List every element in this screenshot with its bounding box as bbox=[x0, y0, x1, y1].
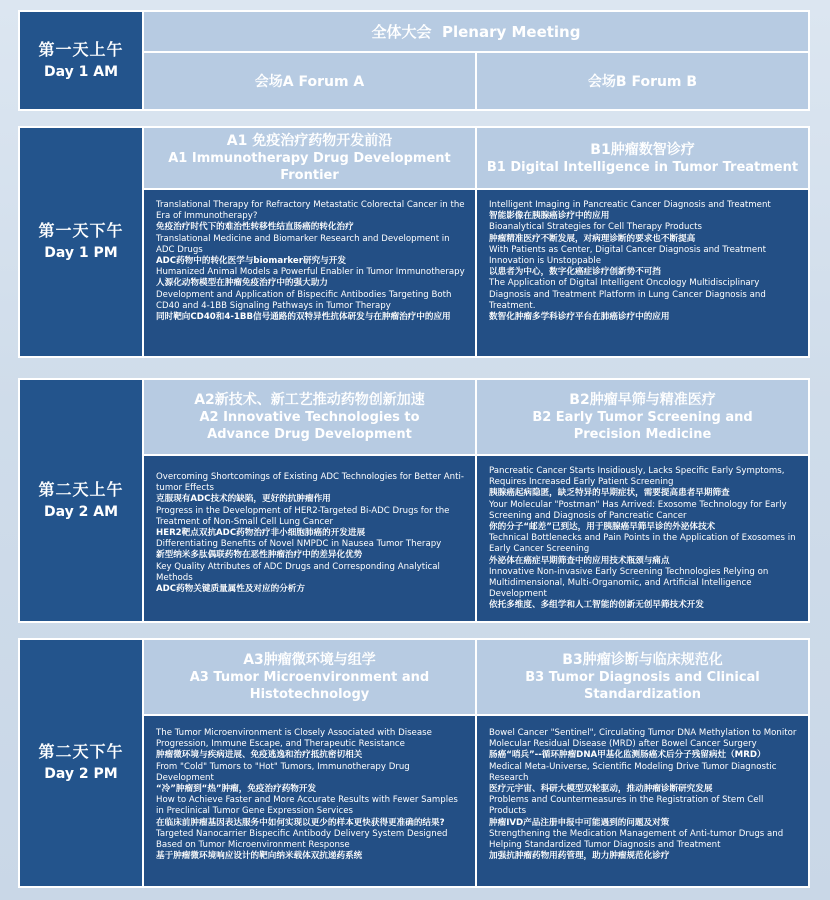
topic-zh: 智能影像在胰腺癌诊疗中的应用 bbox=[489, 211, 610, 222]
topic-zh: 基于肿瘤微环境响应设计的靶向纳米载体双抗递药系统 bbox=[156, 851, 363, 862]
session-title-en: B2 Early Tumor Screening and Precision Medicine bbox=[532, 410, 753, 442]
topic-en: The Tumor Microenvironment is Closely Associated with Disease Progression, Immune Escape, and Therapeutic Resistance bbox=[156, 728, 432, 750]
topic-zh: 人源化动物模型在肿瘤免疫治疗中的强大助力 bbox=[156, 278, 328, 289]
session-a3-header bbox=[144, 640, 475, 716]
topic-en: The Application of Digital Intelligent Oncology Multidisciplinary Diagnosis and Treatment Platform in Lung Cancer Diagnosis and Treatment. bbox=[489, 278, 766, 311]
forum-b-header: 会场B Forum B bbox=[475, 53, 808, 109]
topic-en: How to Achieve Faster and More Accurate Results with Fewer Samples in Preclinical Tumor Gene Expression Services bbox=[156, 795, 458, 817]
topic-en: Innovative Non-invasive Early Screening Technologies Relying on Multidimensional, Multi-Organomic, and Artificial Intelligence Development bbox=[489, 566, 769, 600]
day2-pm-zh: 第二天下午 bbox=[38, 742, 124, 761]
topic-zh: 依托多维度、多组学和人工智能的创新无创早筛技术开发 bbox=[489, 600, 704, 611]
forum-a-header: 会场A Forum A bbox=[144, 53, 475, 109]
plenary-en: Plenary Meeting bbox=[441, 22, 581, 41]
session-title-zh: B2肿瘤早筛与精准医疗 bbox=[569, 392, 716, 408]
session-a3-topics bbox=[144, 716, 475, 886]
day1-pm-en: Day 1 PM bbox=[44, 245, 118, 261]
day1-pm-block bbox=[18, 126, 810, 358]
topic-en: Strengthening the Medication Management of Anti-tumor Drugs and Helping Standardized Tumor Diagnosis and Treatment bbox=[489, 828, 784, 851]
topic-zh: HER2靶点双抗ADC药物治疗非小细胞肺癌的开发进展 bbox=[156, 528, 366, 539]
topic-en: Targeted Nanocarrier Bispecific Antibody Delivery System Designed Based on Tumor Microenvironment Response bbox=[156, 828, 448, 851]
topic-zh: 同时靶向CD40和4-1BB信号通路的双特异性抗体研发与在肿瘤治疗中的应用 bbox=[156, 312, 451, 323]
topic-en: Intelligent Imaging in Pancreatic Cancer Diagnosis and Treatment bbox=[489, 200, 771, 210]
topic-zh: 肠癌“哨兵”--循环肿瘤DNA甲基化监测肠癌术后分子残留病灶（MRD） bbox=[489, 750, 766, 761]
session-a2-header bbox=[144, 380, 475, 456]
topic-zh: 加强抗肿瘤药物用药管理，助力肿瘤规范化诊疗 bbox=[489, 851, 670, 862]
topic-en: Problems and Countermeasures in the Registration of Stem Cell Products bbox=[489, 795, 764, 817]
session-title-zh: A3肿瘤微环境与组学 bbox=[243, 652, 376, 668]
session-title-en: A1 Immunotherapy Drug Development Frontier bbox=[168, 151, 451, 183]
day2-am-block bbox=[18, 378, 810, 623]
topic-zh: 胰腺癌起病隐匿，缺乏特异的早期症状，需要提高患者早期筛查 bbox=[489, 488, 730, 499]
topic-zh: 肿瘤IVD产品注册申报中可能遇到的问题及对策 bbox=[489, 817, 670, 828]
day1-pm-zh: 第一天下午 bbox=[38, 221, 124, 240]
topic-zh: 新型纳米多肽偶联药物在恶性肿瘤治疗中的差异化优势 bbox=[156, 550, 363, 561]
day2-am-label bbox=[20, 380, 144, 621]
session-title-zh: A2新技术、新工艺推动药物创新加速 bbox=[194, 392, 425, 408]
topic-en: Pancreatic Cancer Starts Insidiously, Lacks Specific Early Symptoms, Requires Increased Early Patient Screening bbox=[489, 466, 785, 488]
topic-zh: 数智化肿瘤多学科诊疗平台在肺癌诊疗中的应用 bbox=[489, 312, 670, 323]
day1-am-block bbox=[18, 10, 810, 111]
topic-en: From "Cold" Tumors to "Hot" Tumors, Immunotherapy Drug Development bbox=[156, 761, 410, 783]
session-title-zh: A1 免疫治疗药物开发前沿 bbox=[226, 133, 393, 149]
topic-zh: ADC药物中的转化医学与biomarker研究与开发 bbox=[156, 256, 346, 267]
day1-pm-label bbox=[20, 128, 144, 356]
session-b2-header bbox=[477, 380, 808, 456]
session-b1-topics bbox=[477, 190, 808, 356]
topic-zh: 肿瘤精准医疗不断发展，对病理诊断的要求也不断提高 bbox=[489, 233, 696, 244]
day2-pm-block bbox=[18, 638, 810, 888]
topic-en: Progress in the Development of HER2-Targeted Bi-ADC Drugs for the Treatment of Non-Small Cell Lung Cancer bbox=[156, 505, 450, 527]
topic-en: Key Quality Attributes of ADC Drugs and Corresponding Analytical Methods bbox=[156, 561, 440, 583]
topic-zh: 以患者为中心，数字化癌症诊疗创新势不可挡 bbox=[489, 267, 661, 278]
topic-zh: 你的分子“邮差”已到达，用于胰腺癌早筛早诊的外泌体技术 bbox=[489, 522, 716, 533]
session-a1-header bbox=[144, 128, 475, 190]
topic-en: Bowel Cancer "Sentinel", Circulating Tumor DNA Methylation to Monitor Molecular Residual Disease (MRD) after Bowel Cancer Surgery bbox=[489, 728, 797, 750]
topic-en: Translational Therapy for Refractory Metastatic Colorectal Cancer in the Era of Immunotherapy? bbox=[156, 200, 465, 222]
topic-zh: 外泌体在癌症早期筛查中的应用技术瓶颈与痛点 bbox=[489, 555, 670, 566]
topic-en: Development and Application of Bispecific Antibodies Targeting Both CD40 and 4-1BB Signaling Pathways in Tumor Therapy bbox=[156, 289, 452, 311]
session-title-en: B1 Digital Intelligence in Tumor Treatment bbox=[486, 159, 799, 175]
topic-en: Overcoming Shortcomings of Existing ADC Technologies for Better Anti-tumor Effects bbox=[156, 472, 464, 494]
session-b3-topics bbox=[477, 716, 808, 886]
day1-am-zh: 第一天上午 bbox=[38, 39, 124, 59]
session-a1-topics bbox=[144, 190, 475, 356]
topic-en: Your Molecular "Postman" Has Arrived: Exosome Technology for Early Screening and Diagnosis of Pancreatic Cancer bbox=[489, 499, 787, 521]
topic-zh: 免疫治疗时代下的难治性转移性结直肠癌的转化治疗 bbox=[156, 222, 354, 233]
topic-en: Medical Meta-Universe, Scientific Modeling Drive Tumor Diagnostic Research bbox=[489, 761, 777, 783]
topic-en: Humanized Animal Models a Powerful Enabler in Tumor Immunotherapy bbox=[156, 267, 465, 278]
plenary-meeting-header bbox=[144, 12, 808, 53]
topic-zh: 肿瘤微环境与疾病进展、免疫逃逸和治疗抵抗密切相关 bbox=[156, 750, 363, 761]
day2-am-zh: 第二天上午 bbox=[38, 479, 124, 499]
day2-pm-label bbox=[20, 640, 144, 886]
day1-am-label bbox=[20, 12, 144, 109]
topic-zh: 克服现有ADC技术的缺陷，更好的抗肿瘤作用 bbox=[156, 494, 331, 505]
session-b1-header bbox=[477, 128, 808, 190]
topic-zh: ADC药物关键质量属性及对应的分析方 bbox=[156, 584, 305, 595]
topic-zh: 在临床前肿瘤基因表达服务中如何实现以更少的样本更快获得更准确的结果? bbox=[156, 817, 445, 828]
session-title-en: B3 Tumor Diagnosis and Clinical Standardization bbox=[525, 670, 760, 702]
session-title-zh: B3肿瘤诊断与临床规范化 bbox=[562, 652, 723, 668]
session-b2-topics bbox=[477, 456, 808, 621]
topic-zh: 医疗元宇宙、科研大模型双轮驱动，推动肿瘤诊断研究发展 bbox=[489, 784, 713, 795]
session-b3-header bbox=[477, 640, 808, 716]
topic-zh: “冷”肿瘤到“热”肿瘤，免疫治疗药物开发 bbox=[156, 784, 317, 795]
topic-en: Bioanalytical Strategies for Cell Therapy Products bbox=[489, 222, 702, 233]
day1-am-en: Day 1 AM bbox=[43, 63, 119, 80]
day2-am-en: Day 2 AM bbox=[43, 503, 119, 520]
topic-en: With Patients as Center, Digital Cancer Diagnosis and Treatment Innovation is Unstoppable bbox=[489, 244, 766, 267]
session-title-en: A2 Innovative Technologies to Advance Drug Development bbox=[199, 410, 420, 442]
topic-en: Technical Bottlenecks and Pain Points in the Application of Exosomes in Early Cancer Screening bbox=[489, 533, 796, 555]
session-a2-topics bbox=[144, 456, 475, 621]
session-title-en: A3 Tumor Microenvironment and Histotechnology bbox=[189, 670, 430, 702]
topic-en: Differentiating Benefits of Novel NMPDC in Nausea Tumor Therapy bbox=[156, 539, 442, 550]
day2-pm-en: Day 2 PM bbox=[44, 766, 118, 782]
topic-en: Translational Medicine and Biomarker Research and Development in ADC Drugs bbox=[156, 233, 450, 255]
session-title-zh: B1肿瘤数智诊疗 bbox=[590, 141, 695, 158]
plenary-zh: 全体大会 bbox=[371, 23, 432, 41]
